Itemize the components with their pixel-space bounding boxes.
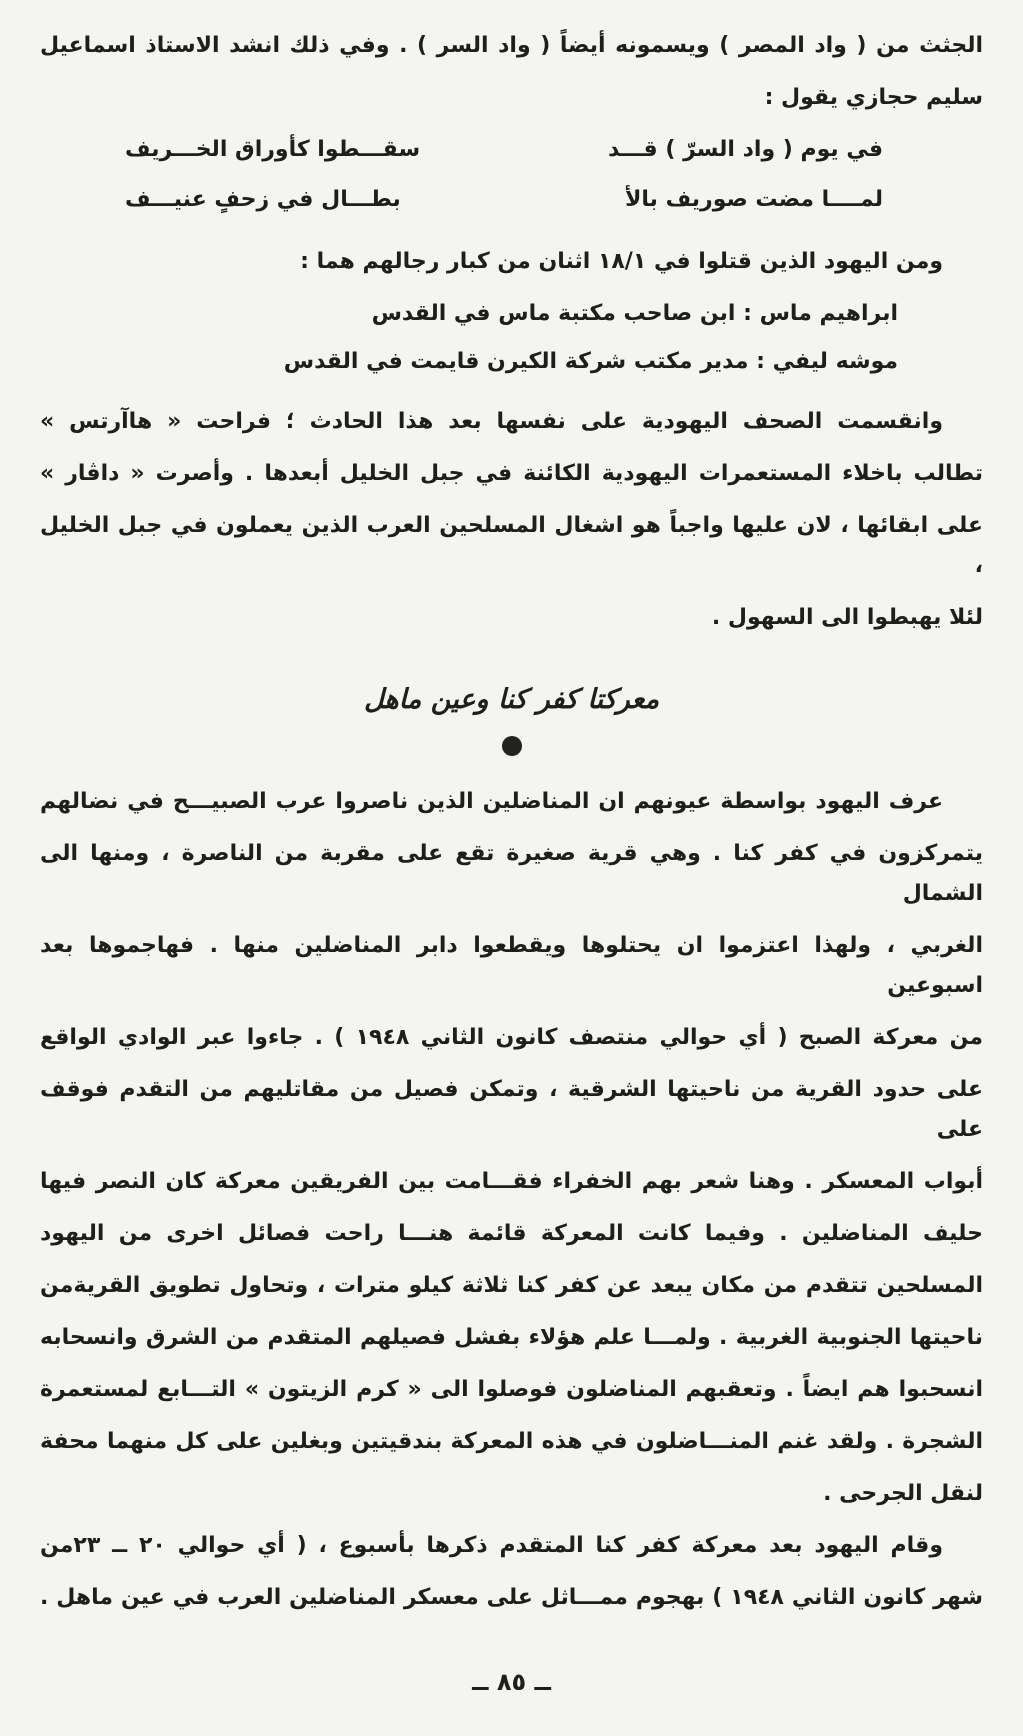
text-line: سليم حجازي يقول :: [764, 85, 983, 110]
text-line: انسحبوا هم ايضاً . وتعقبهم المناضلون فوصلوا الى « كرم الزيتون » التـــابع لمستعمرة: [40, 1377, 983, 1402]
text-line: وقام اليهود بعد معركة كفر كنا المتقدم ذكرها بأسبوع ، ( أي حوالي ٢٠ ــ ٢٣من: [40, 1533, 943, 1558]
text-line: شهر كانون الثاني ١٩٤٨ ) بهجوم ممـــاثل على معسكر المناضلين العرب في عين ماهل .: [40, 1585, 983, 1610]
verse: [125, 130, 883, 170]
text-line: ومن اليهود الذين قتلوا في ١٨/١ اثنان من كبار رجالهم هما :: [300, 249, 943, 274]
verse-hemistich-left: سقـــطوا كأوراق الخـــريف: [125, 137, 421, 162]
killed-person: [40, 294, 898, 334]
verse-hemistich-left: بطـــال في زحفٍ عنيـــف: [125, 187, 401, 212]
text-line: لئلا يهبطوا الى السهول .: [711, 605, 983, 630]
text-line: عرف اليهود بواسطة عيونهم ان المناضلين الذين ناصروا عرب الصبيـــح في نضالهم: [40, 789, 943, 814]
verse-hemistich-right: لمــــا مضت صوريف بالأ: [625, 187, 883, 212]
page-number: ــ ٨٥ ــ: [472, 1668, 551, 1696]
text-line: على حدود القرية من ناحيتها الشرقية ، وتمكن فصيل من مقاتليهم من التقدم فوقف على: [40, 1077, 983, 1142]
text-line: المسلحين تتقدم من مكان يبعد عن كفر كنا ثلاثة كيلو مترات ، وتحاول تطويق القريةمن: [40, 1273, 983, 1298]
text-line: تطالب باخلاء المستعمرات اليهودية الكائنة في جبل الخليل أبعدها . وأصرت « داڤار »: [40, 461, 983, 486]
killed-desc: : مدير مكتب شركة الكيرن قايمت في القدس: [283, 349, 765, 374]
text-line: على ابقائها ، لان عليها واجباً هو اشغال المسلحين العرب الذين يعملون في جبل الخليل ،: [40, 513, 983, 578]
text-line: الشجرة . ولقد غنم المنـــاضلون في هذه المعركة بندقيتين وبغلين على كل منهما محفة: [40, 1429, 983, 1454]
text-line: ناحيتها الجنوبية الغربية . ولمـــا علم هؤلاء بفشل فصيلهم المتقدم من الشرق وانسحابه: [40, 1325, 983, 1350]
text-line: الجثث من ( واد المصر ) ويسمونه أيضاً ( واد السر ) . وفي ذلك انشد الاستاذ اسماعيل: [40, 33, 983, 58]
text-line: يتمركزون في كفر كنا . وهي قرية صغيرة تقع على مقربة من الناصرة ، ومنها الى الشمال: [40, 841, 983, 906]
section-heading: معركتا كفر كنا وعين ماهل: [363, 684, 660, 715]
verse: [125, 180, 883, 220]
verse-hemistich-right: في يوم ( واد السرّ ) قـــد: [608, 137, 883, 162]
text-line: الغربي ، ولهذا اعتزموا ان يحتلوها ويقطعوا دابر المناضلين منها . فهاجموها بعد اسبوعين: [40, 933, 983, 998]
bullet-ornament: [502, 736, 522, 756]
text-line: من معركة الصبح ( أي حوالي منتصف كانون الثاني ١٩٤٨ ) . جاءوا عبر الوادي الواقع: [40, 1025, 983, 1050]
killed-desc: : ابن صاحب مكتبة ماس في القدس: [371, 301, 752, 326]
killed-name: ابراهيم ماس: [759, 301, 898, 326]
text-line: لنقل الجرحى .: [823, 1481, 983, 1506]
text-line: أبواب المعسكر . وهنا شعر بهم الخفراء فقـــامت بين الفريقين معركة كان النصر فيها: [40, 1169, 983, 1194]
killed-name: موشه ليفي: [772, 349, 898, 374]
text-line: وانقسمت الصحف اليهودية على نفسها بعد هذا الحادث ؛ فراحت « هاآرتس »: [40, 409, 943, 434]
killed-person: [40, 342, 898, 382]
text-line: حليف المناضلين . وفيما كانت المعركة قائمة هنـــا راحت فصائل اخرى من اليهود: [40, 1221, 983, 1246]
bullet-ornament-wrap: [40, 736, 983, 766]
